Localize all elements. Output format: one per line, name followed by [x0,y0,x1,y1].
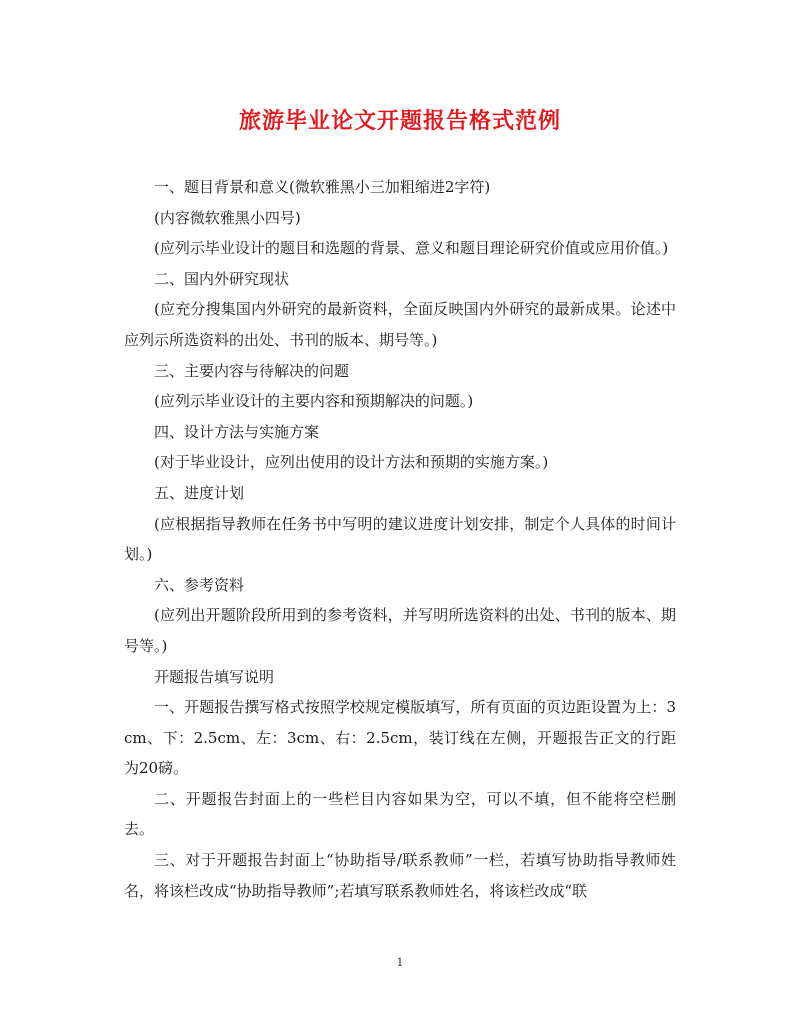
instruction-item-format: 一、开题报告撰写格式按照学校规定模版填写，所有页面的页边距设置为上：3cm、下：2.5cm、左：3cm、右：2.5cm，装订线在左侧，开题报告正文的行距为20磅。 [124,698,676,778]
section-heading-main-content: 三、主要内容与待解决的问题 [154,361,350,380]
main-content-description: (应列示毕业设计的主要内容和预期解决的问题。) [154,392,474,411]
section-heading-design-method: 四、设计方法与实施方案 [154,422,320,441]
design-method-description: (对于毕业设计，应列出使用的设计方法和预期的实施方案。) [154,453,549,472]
section-heading-references: 六、参考资料 [154,575,245,594]
document-title: 旅游毕业论文开题报告格式范例 [238,108,561,134]
section-heading-research-status: 二、国内外研究现状 [154,269,290,288]
page-number: 1 [396,956,404,969]
background-description: (应列示毕业设计的题目和选题的背景、意义和题目理论研究价值或应用价值。) [154,239,669,258]
research-status-description: (应充分搜集国内外研究的最新资料，全面反映国内外研究的最新成果。论述中应列示所选资料的出处、书刊的版本、期号等。) [124,300,676,349]
instructions-heading: 开题报告填写说明 [154,667,275,686]
section-heading-schedule: 五、进度计划 [154,483,245,502]
section-heading-background: 一、题目背景和意义(微软雅黑小三加粗缩进2字符) [154,178,491,196]
schedule-description: (应根据指导教师在任务书中写明的建议进度计划安排，制定个人具体的时间计划。) [124,514,676,564]
instruction-item-cover-fields: 二、开题报告封面上的一些栏目内容如果为空，可以不填，但不能将空栏删去。 [124,789,676,839]
references-description: (应列出开题阶段所用到的参考资料，并写明所选资料的出处、书刊的版本、期号等。) [124,606,676,655]
content-font-note: (内容微软雅黑小四号) [154,208,301,227]
instruction-item-advisor: 三、对于开题报告封面上“协助指导/联系教师”一栏，若填写协助指导教师姓名，将该栏改成“协助指导教师”;若填写联系教师姓名，将该栏改成“联 [124,851,676,900]
document-body [124,172,676,906]
